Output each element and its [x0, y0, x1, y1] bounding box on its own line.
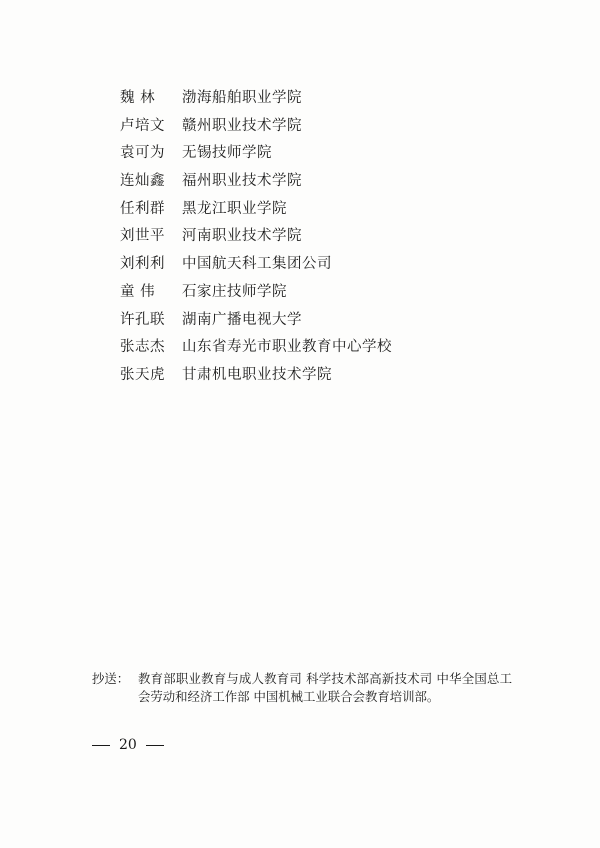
member-row	[120, 363, 540, 391]
page-number-value: 20	[119, 737, 137, 753]
member-name: 张天虎	[120, 366, 165, 383]
member-row	[120, 197, 540, 225]
member-row	[120, 252, 540, 280]
member-organization: 福州职业技术学院	[182, 173, 302, 190]
member-name: 张志杰	[120, 339, 165, 356]
member-organization: 河南职业技术学院	[182, 228, 302, 245]
member-organization: 中国航天科工集团公司	[182, 256, 332, 273]
member-name: 任利群	[120, 200, 165, 217]
member-name: 刘利利	[120, 256, 165, 273]
member-row	[120, 280, 540, 308]
member-row	[120, 114, 540, 142]
member-organization: 渤海船舶职业学院	[182, 90, 302, 106]
member-row	[120, 141, 540, 169]
member-organization: 黑龙江职业学院	[182, 200, 287, 217]
page-number	[92, 737, 164, 753]
member-name: 许孔联	[120, 311, 165, 328]
member-row	[120, 169, 540, 197]
cc-label: 抄送：	[92, 671, 130, 686]
cc-section	[92, 670, 512, 705]
cc-recipients: 教育部职业教育与成人教育司 科学技术部高新技术司 中华全国总工会劳动和经济工作部 中国机械工业联合会教育培训部。	[138, 671, 512, 704]
member-name: 刘世平	[120, 228, 165, 245]
member-organization: 山东省寿光市职业教育中心学校	[182, 339, 392, 356]
member-row	[120, 224, 540, 252]
member-organization: 无锡技师学院	[182, 145, 272, 162]
member-organization: 赣州职业技术学院	[182, 117, 302, 134]
page-number-dash-right	[146, 745, 164, 746]
member-name: 魏 林	[120, 90, 156, 106]
member-row	[120, 308, 540, 336]
member-name: 童 伟	[120, 283, 156, 300]
member-organization: 湖南广播电视大学	[182, 311, 302, 328]
member-row	[120, 86, 540, 114]
member-name: 连灿鑫	[120, 173, 165, 190]
member-row	[120, 335, 540, 363]
member-name: 袁可为	[120, 145, 165, 162]
member-organization: 石家庄技师学院	[182, 283, 287, 300]
member-list	[120, 86, 540, 391]
member-organization: 甘肃机电职业技术学院	[182, 366, 332, 383]
member-name: 卢培文	[120, 117, 165, 134]
page-number-dash-left	[92, 745, 110, 746]
